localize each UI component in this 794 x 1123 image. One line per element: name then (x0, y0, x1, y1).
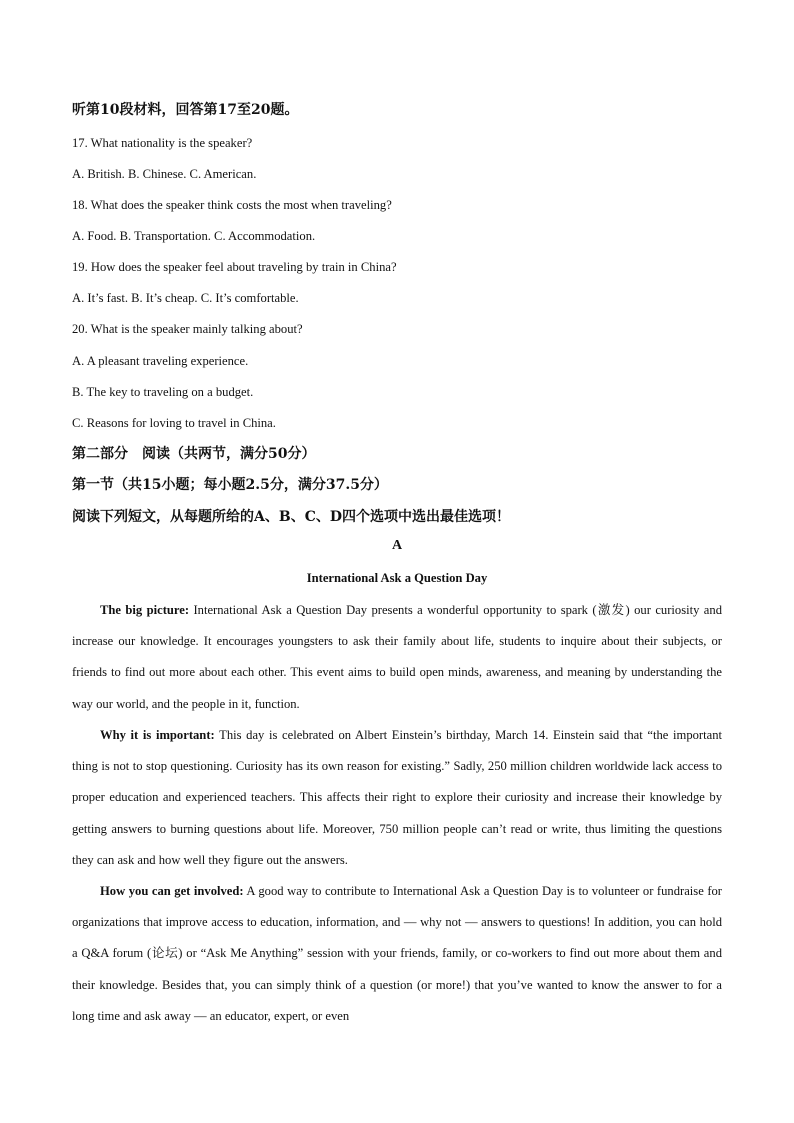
question-17-stem: 17. What nationality is the speaker? (72, 136, 253, 150)
paragraph-text: International Ask a Question Day presents a wonderful opportunity to spark (激发) our curiosity and increase our knowledge. It encourages youngsters to ask their family about life, students to inquire about their subjects, or friends to find out more about each other. This event aims to build open minds, awareness, and meaning by understanding the way our world, and the people in it, function. (72, 603, 722, 711)
listening-section-heading: 听第10段材料，回答第17至20题。 (72, 102, 299, 118)
paragraph-text: This day is celebrated on Albert Einstein’s birthday, March 14. Einstein said that “the important thing is not to stop questioning. Curiosity has its own reason for existing.” Sadly, 250 million children worldwide lack access to proper education and experienced teachers. This affects their right to explore their curiosity and increase their knowledge by getting answers to burning questions about life. Moreover, 750 million people can’t read or write, thus limiting the questions they can ask and how well they figure out the answers. (72, 728, 722, 867)
paragraph-big-picture (72, 595, 722, 720)
paragraph-get-involved (72, 876, 722, 1032)
paragraph-why-important (72, 720, 722, 876)
paragraph-label: Why it is important: (100, 728, 215, 742)
paragraph-text: A good way to contribute to International Ask a Question Day is to volunteer or fundraise for organizations that improve access to education, information, and — why not — answers to questions! In addition, you can hold a Q&A forum (论坛) or “Ask Me Anything” session with your friends, family, or co-workers to find out more about them and their knowledge. Besides that, you can simply think of a question (or more!) that you’ve wanted to know the answer to for a long time and ask away — an educator, expert, or even (72, 884, 722, 1023)
passage-title: International Ask a Question Day (306, 571, 488, 585)
paragraph-label: How you can get involved: (100, 884, 244, 898)
question-19-options: A. It’s fast. B. It’s cheap. C. It’s comfortable. (72, 291, 299, 305)
question-19-stem: 19. How does the speaker feel about traveling by train in China? (72, 260, 397, 274)
question-20-option-a: A. A pleasant traveling experience. (72, 354, 249, 368)
passage-letter: A (391, 538, 403, 553)
question-20-option-b: B. The key to traveling on a budget. (72, 385, 254, 399)
reading-part-heading: 第二部分 阅读（共两节，满分50分） (72, 446, 316, 462)
question-20-option-c: C. Reasons for loving to travel in China. (72, 416, 276, 430)
reading-subsection-heading: 第一节（共15小题；每小题2.5分，满分37.5分） (72, 477, 388, 493)
question-17-options: A. British. B. Chinese. C. American. (72, 167, 257, 181)
question-18-stem: 18. What does the speaker think costs the most when traveling? (72, 198, 392, 212)
question-20-stem: 20. What is the speaker mainly talking about? (72, 322, 303, 336)
question-18-options: A. Food. B. Transportation. C. Accommodation. (72, 229, 316, 243)
reading-instruction: 阅读下列短文，从每题所给的A、B、C、D四个选项中选出最佳选项！ (72, 509, 510, 525)
paragraph-label: The big picture: (100, 603, 190, 617)
